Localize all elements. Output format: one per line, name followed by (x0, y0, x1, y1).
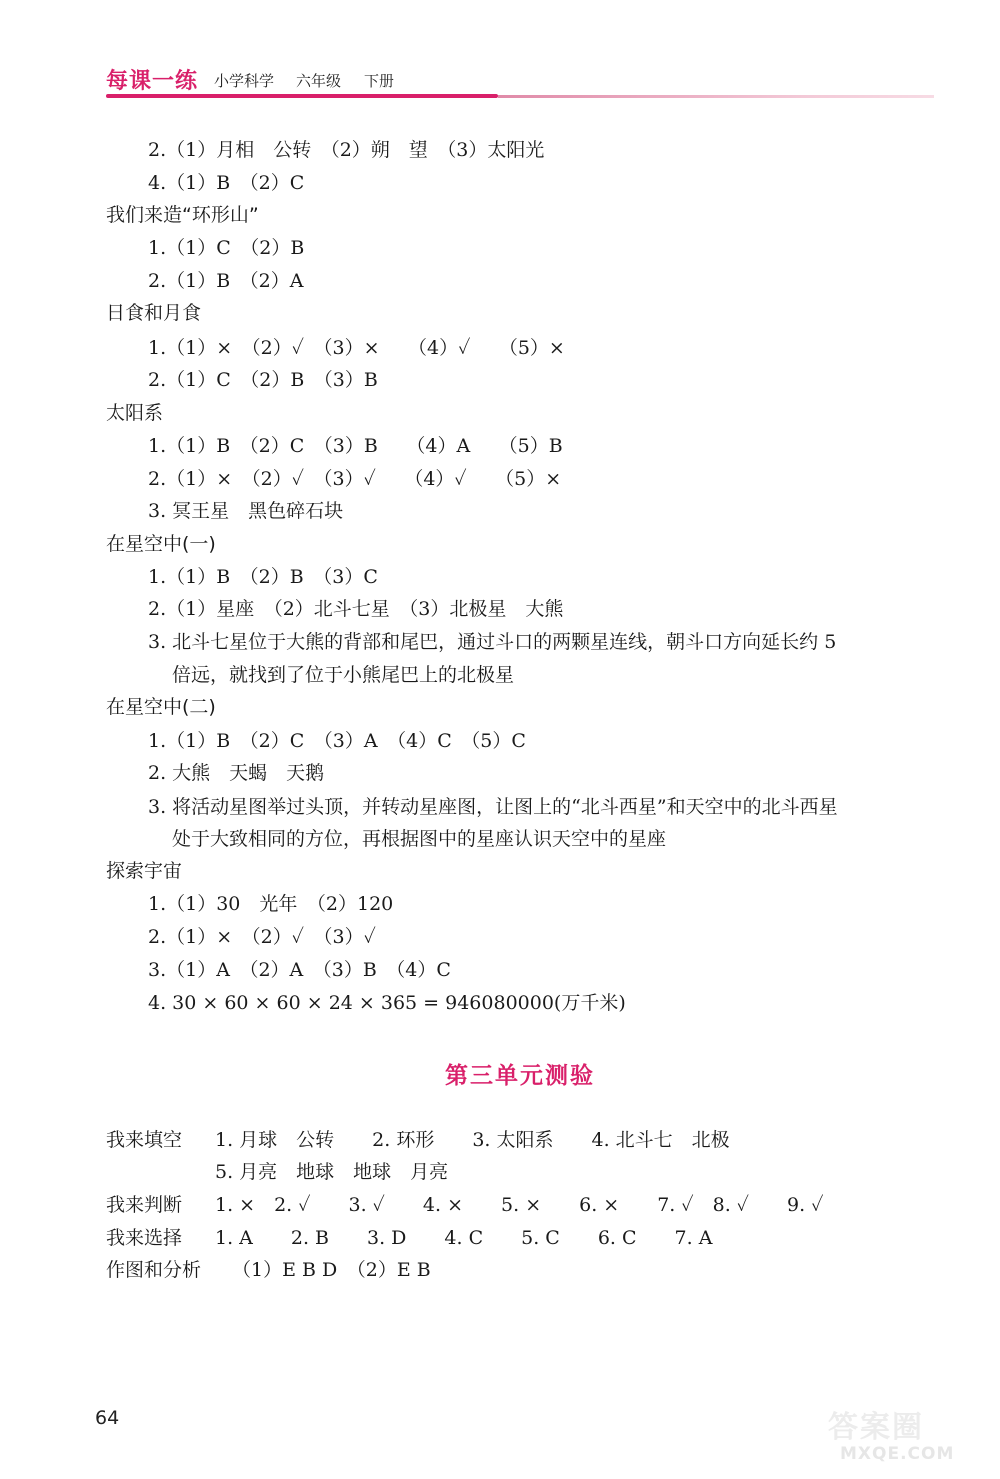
header-rule-secondary (498, 95, 934, 98)
answer-line: 2.（1）× （2）✓ （3）✓ (148, 926, 376, 948)
judge-answers: 1. × 2. ✓ 3. ✓ 4. × 5. × 6. × 7. ✓ 8. ✓ 9. ✓ (215, 1194, 824, 1216)
answer-line: 1.（1）B （2）B （3）C (148, 566, 378, 588)
section-heading: 太阳系 (106, 402, 164, 424)
section-heading: 探索宇宙 (106, 860, 183, 882)
section-heading: 我们来造“环形山” (106, 204, 259, 226)
section-heading: 在星空中(一) (106, 533, 216, 555)
section-heading: 在星空中(二) (106, 696, 216, 718)
judge-label: 我来判断 (106, 1194, 183, 1216)
answer-line: 2. 大熊 天蝎 天鹅 (148, 762, 325, 784)
unit-test-title: 第三单元测验 (445, 1063, 595, 1089)
volume-label: 下册 (364, 72, 395, 90)
answer-line: 2.（1）星座 （2）北斗七星 （3）北极星 大熊 (148, 598, 564, 620)
answer-line: 3. 冥王星 黑色碎石块 (148, 500, 344, 522)
section-heading: 日食和月食 (106, 302, 202, 324)
watermark-logo (828, 1402, 978, 1470)
answer-line: 2.（1）C （2）B （3）B (148, 369, 378, 391)
subject-label: 小学科学 (214, 72, 275, 90)
fill-answers: 1. 月球 公转 2. 环形 3. 太阳系 4. 北斗七 北极 (215, 1129, 730, 1151)
answer-line: 1.（1）B （2）C （3）A （4）C （5）C (148, 730, 526, 752)
watermark-text: 答案圈 (828, 1410, 924, 1445)
choose-label: 我来选择 (106, 1227, 183, 1249)
grade-label: 六年级 (296, 72, 342, 90)
page-header (106, 62, 936, 106)
answer-line: 2.（1）× （2）✓ （3）✓ （4）✓ （5）× (148, 468, 562, 490)
answer-line: 1.（1）B （2）C （3）B （4）A （5）B (148, 435, 563, 457)
fill-answers-continuation: 5. 月亮 地球 地球 月亮 (215, 1161, 449, 1183)
answer-line-continuation: 处于大致相同的方位，再根据图中的星座认识天空中的星座 (172, 828, 667, 850)
answer-line-continuation: 倍远，就找到了位于小熊尾巴上的北极星 (172, 664, 515, 686)
answer-line: 3.（1）A （2）A （3）B （4）C (148, 959, 451, 981)
draw-answers: （1）E B D （2）E B (232, 1259, 431, 1281)
header-rule-primary (106, 94, 498, 98)
answer-line: 4.（1）B （2）C (148, 172, 305, 194)
answer-line: 2.（1）月相 公转 （2）朔 望 （3）太阳光 (148, 139, 545, 161)
choose-answers: 1. A 2. B 3. D 4. C 5. C 6. C 7. A (215, 1227, 713, 1249)
answer-line: 1.（1）30 光年 （2）120 (148, 893, 394, 915)
answer-line: 3. 将活动星图举过头顶，并转动星座图，让图上的“北斗西星”和天空中的北斗西星 (148, 796, 838, 818)
answer-line: 2.（1）B （2）A (148, 270, 304, 292)
draw-label: 作图和分析 (106, 1259, 202, 1281)
answer-line: 1.（1）× （2）✓ （3）× （4）✓ （5）× (148, 337, 565, 359)
answer-line: 3. 北斗七星位于大熊的背部和尾巴，通过斗口的两颗星连线，朝斗口方向延长约 5 (148, 631, 837, 653)
brand-title: 每课一练 (106, 69, 199, 94)
fill-label: 我来填空 (106, 1129, 183, 1151)
answer-line: 1.（1）C （2）B (148, 237, 305, 259)
watermark-url: MXQE.COM (840, 1444, 955, 1464)
answer-line: 4. 30 × 60 × 60 × 24 × 365 = 946080000(万千米) (148, 992, 626, 1014)
page-number: 64 (95, 1407, 120, 1429)
